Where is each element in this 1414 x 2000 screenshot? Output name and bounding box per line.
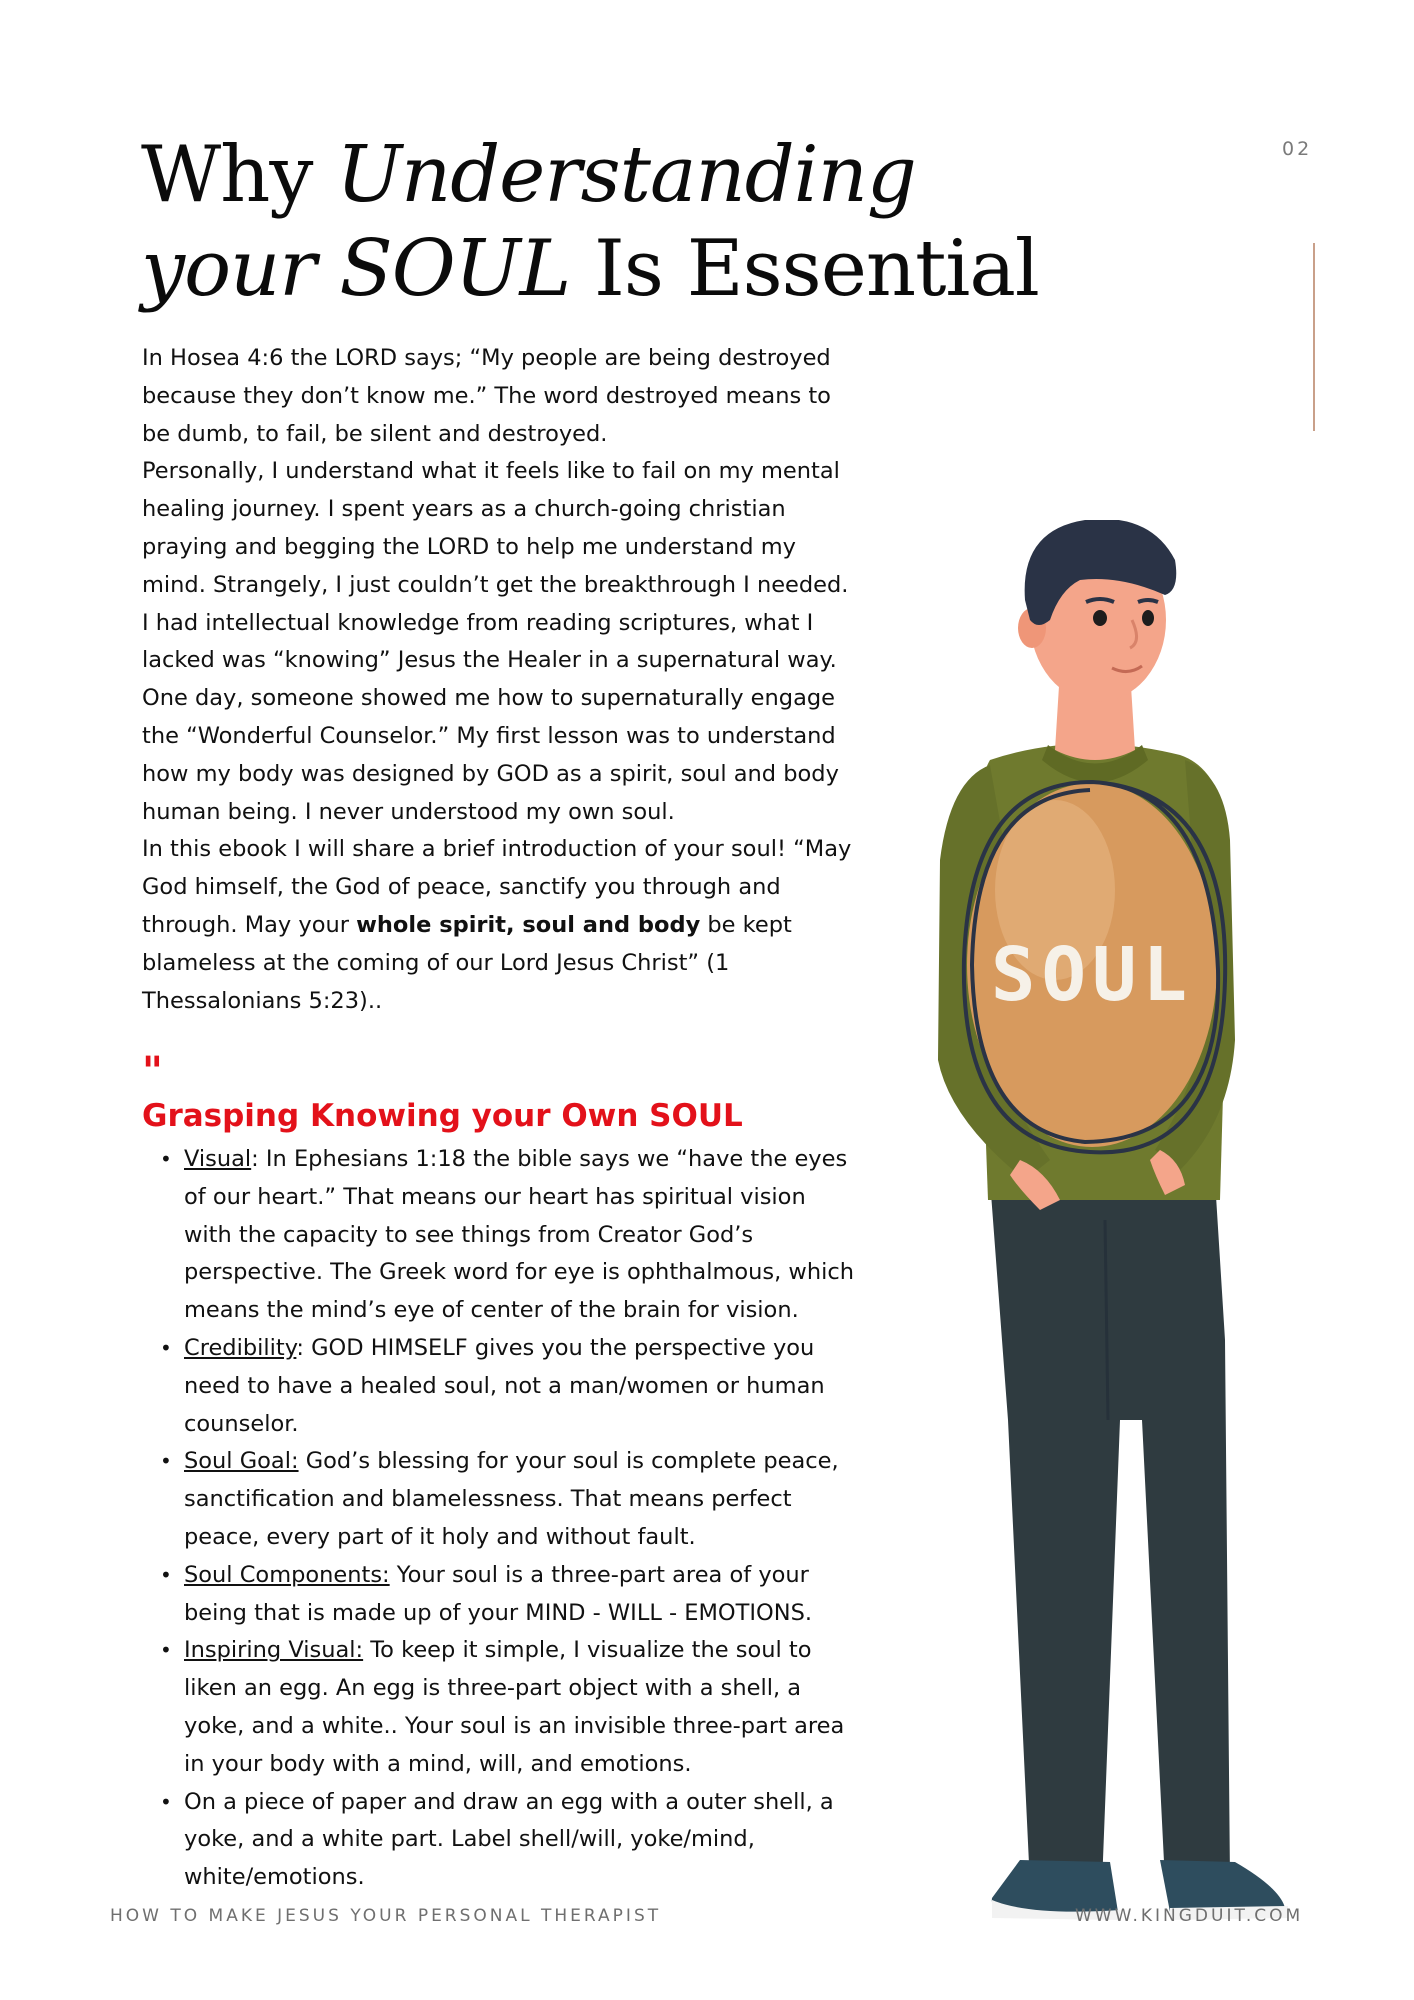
bullet-label: Soul Goal: (184, 1448, 299, 1475)
list-item (184, 1632, 854, 1783)
man-holding-soul-egg-illustration (880, 520, 1300, 1920)
side-divider-rule (1313, 243, 1315, 431)
intro-paragraph-2: Personally, I understand what it feels like to fail on my mental healing journey. I spent years as a church-going christian praying and begging the LORD to help me understand my mind. Strangely, I just couldn’t get the breakthrough I needed. I had intellectual knowledge from reading scriptures, what I lacked was “knowing” Jesus the Healer in a supernatural way. One day, someone showed me how to supernaturally engage the “Wonderful Counselor.” My first lesson was to understand how my body was designed by GOD as a spirit, soul and body human being. I never understood my own soul. (142, 458, 849, 825)
title-italic-2: your SOUL (141, 224, 571, 314)
list-item (184, 1784, 854, 1897)
footer-website: WWW.KINGDUIT.COM (1075, 1906, 1304, 1926)
right-eye (1142, 610, 1154, 626)
list-item (184, 1330, 854, 1443)
bullet-label: Visual (184, 1146, 252, 1172)
section-heading: Grasping Knowing your Own SOUL (142, 1098, 743, 1134)
list-item (184, 1443, 854, 1556)
intro-p3-bold: whole spirit, soul and body (356, 911, 701, 938)
bullet-text: God’s blessing for your soul is complete peace, sanctification and blamelessness. That means perfect peace, every part of it holy and without fault. (184, 1448, 839, 1550)
pants-shape (990, 1180, 1230, 1885)
bullet-label: Soul Components: (184, 1561, 390, 1588)
page-number: 02 (1282, 138, 1313, 160)
bullet-label: Inspiring Visual: (184, 1637, 364, 1664)
page-title (141, 128, 1039, 316)
footer-book-title: HOW TO MAKE JESUS YOUR PERSONAL THERAPIST (110, 1906, 662, 1926)
intro-p3-end: be kept blameless at the coming of our Lord Jesus Christ” (1 Thessalonians 5:23).. (142, 911, 792, 1014)
soul-bullet-list (142, 1141, 854, 1897)
bullet-text: On a piece of paper and draw an egg with a outer shell, a yoke, and a white part. Label shell/will, yoke/mind, white/emotions. (184, 1788, 834, 1891)
bullet-label: Credibility (184, 1334, 297, 1361)
egg-label: SOUL (990, 932, 1194, 1018)
title-plain-2: Is Essential (570, 224, 1039, 314)
title-italic-1: Understanding (336, 130, 916, 220)
right-shoe (1160, 1860, 1285, 1912)
left-eye (1093, 610, 1107, 626)
intro-p3-start: In this ebook I will share a brief introduction of your soul! “May God himself, the God of peace, sanctify you through and through. May your (142, 836, 852, 938)
title-plain-1: Why (141, 130, 337, 220)
right-brow (1138, 600, 1158, 602)
intro-paragraph-3 (142, 831, 854, 1020)
bullet-text: Your soul is a three-part area of your being that is made up of your MIND - WILL - EMOTIONS. (184, 1561, 813, 1626)
quote-mark-icon: " (142, 1049, 163, 1095)
bullet-text: To keep it simple, I visualize the soul to liken an egg. An egg is three-part object with a shell, a yoke, and a white.. Your soul is an invisible three-part area in your body with a mind, will, and emotions. (184, 1637, 845, 1777)
bullet-text: : In Ephesians 1:18 the bible says we “have the eyes of our heart.” That means our heart has spiritual vision with the capacity to see things from Creator God’s perspective. The Greek word for eye is ophthalmous, which means the mind’s eye of center of the brain for vision. (184, 1146, 854, 1324)
list-item (184, 1141, 854, 1330)
intro-paragraph-1: In Hosea 4:6 the LORD says; “My people are being destroyed because they don’t know me.” The word destroyed means to be dumb, to fail, be silent and destroyed. (142, 345, 831, 447)
intro-text (142, 340, 854, 1020)
bullet-text: : GOD HIMSELF gives you the perspective you need to have a healed soul, not a man/women or human counselor. (184, 1334, 825, 1437)
list-item (184, 1557, 854, 1633)
